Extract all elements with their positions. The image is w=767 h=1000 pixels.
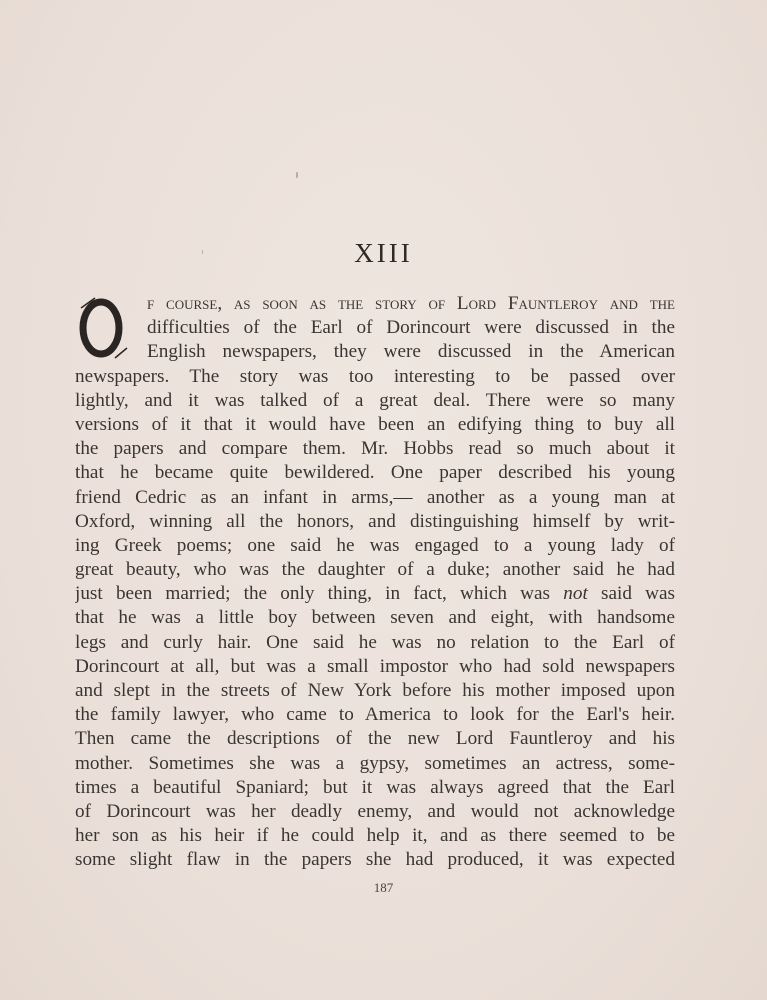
text-line: ing Greek poems; one said he was engaged to a young lady of [75,534,675,556]
chapter-heading: XIII [354,238,413,268]
text-line: newspapers. The story was too interesting to be passed over [75,365,675,387]
drop-cap-o [75,292,135,362]
text-line-2: difficulties of the Earl of Dorincourt were discussed in the [147,317,675,339]
paper-fleck [296,172,298,178]
text-line: just been married; the only thing, in fact, which was not said was [75,583,675,605]
text-line: and slept in the streets of New York before his mother imposed upon [75,680,675,701]
text-line: mother. Sometimes she was a gypsy, sometimes an actress, some- [75,752,675,774]
text-line: legs and curly hair. One said he was no relation to the Earl of [75,631,675,653]
text-line: her son as his heir if he could help it, and as there seemed to be [75,825,675,847]
page-number: 187 [373,880,394,895]
text-line: Then came the descriptions of the new Lord Fauntleroy and his [75,728,675,750]
text-line: versions of it that it would have been an edifying thing to buy all [75,413,675,435]
text-line: the papers and compare them. Mr. Hobbs read so much about it [75,438,675,460]
text-line: lightly, and it was talked of a great deal. There were so many [75,389,675,411]
text-line: that he was a little boy between seven and eight, with handsome [75,607,675,629]
text-line: times a beautiful Spaniard; but it was always agreed that the Earl [75,776,675,798]
text-line: great beauty, who was the daughter of a duke; another said he had [75,559,675,581]
text-line: the family lawyer, who came to America to look for the Earl's heir. [75,704,675,726]
text-line-1: f course, as soon as the story of Lord Fauntleroy and the [147,293,675,314]
text-line: Oxford, winning all the honors, and distinguishing himself by writ- [75,510,675,532]
text-line: friend Cedric as an infant in arms,— another as a young man at [75,486,675,508]
text-line: of Dorincourt was her deadly enemy, and would not acknowledge [75,800,675,822]
text-line-3: English newspapers, they were discussed in the American [147,341,675,363]
text-line: some slight flaw in the papers she had produced, it was expected [75,849,675,871]
text-line: Dorincourt at all, but was a small impostor who had sold newspapers [75,655,675,677]
body-text [75,292,675,873]
text-line: that he became quite bewildered. One paper described his young [75,462,675,484]
